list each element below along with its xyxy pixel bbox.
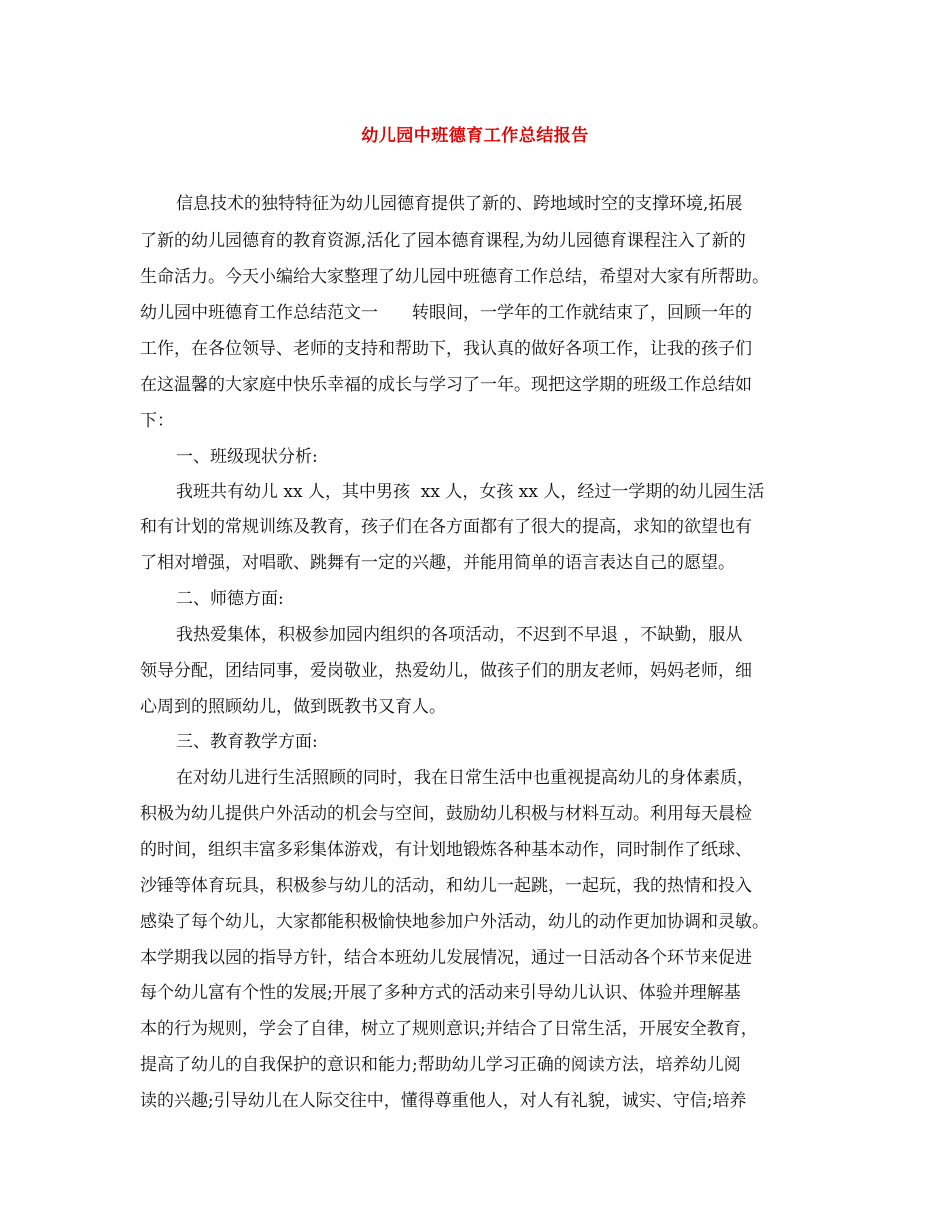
paragraph-line: 幼儿园中班德育工作总结范文一 转眼间，一学年的工作就结束了，回顾一年的 [140,303,752,323]
paragraph-line: 提高了幼儿的自我保护的意识和能力;帮助幼儿学习正确的阅读方法，培养幼儿阅 [140,1055,741,1075]
paragraph-line: 本的行为规则，学会了自律，树立了规则意识;并结合了日常生活，开展安全教育， [140,1019,758,1039]
paragraph-line: 积极为幼儿提供户外活动的机会与空间，鼓励幼儿积极与材料互动。利用每天晨检 [140,804,752,824]
paragraph-line: 读的兴趣;引导幼儿在人际交往中，懂得尊重他人，对人有礼貌，诚实、守信;培养 [140,1091,747,1111]
paragraph-line: 感染了每个幼儿，大家都能积极愉快地参加户外活动，幼儿的动作更加协调和灵敏。 [140,912,769,932]
document-title: 幼儿园中班德育工作总结报告 [361,126,589,146]
paragraph-line: 生命活力。今天小编给大家整理了幼儿园中班德育工作总结，希望对大家有所帮助。 [140,267,769,287]
paragraph-line: 我班共有幼儿 xx 人，其中男孩 xx 人，女孩 xx 人，经过一学期的幼儿园生活 [176,482,765,502]
paragraph-line: 我热爱集体，积极参加园内组织的各项活动，不迟到不早退 ，不缺勤，服从 [176,625,743,645]
paragraph-line: 的时间，组织丰富多彩集体游戏，有计划地锻炼各种基本动作，同时制作了纸球、 [140,840,752,860]
section-heading: 三、教育教学方面: [176,732,318,752]
paragraph-line: 本学期我以园的指导方针，结合本班幼儿发展情况，通过一日活动各个环节来促进 [140,948,752,968]
section-heading: 一、班级现状分析: [176,447,318,467]
paragraph-line: 在这温馨的大家庭中快乐幸福的成长与学习了一年。现把这学期的班级工作总结如 [140,375,752,395]
paragraph-line: 工作，在各位领导、老师的支持和帮助下，我认真的做好各项工作，让我的孩子们 [140,339,752,359]
section-heading: 二、师德方面: [176,589,284,609]
paragraph-line: 在对幼儿进行生活照顾的同时，我在日常生活中也重视提高幼儿的身体素质， [176,768,754,788]
paragraph-line: 下： [140,411,174,431]
paragraph-line: 了新的幼儿园德育的教育资源,活化了园本德育课程,为幼儿园德育课程注入了新的 [140,231,746,251]
paragraph-line: 沙锤等体育玩具，积极参与幼儿的活动，和幼儿一起跳，一起玩，我的热情和投入 [140,876,752,896]
paragraph-line: 了相对增强，对唱歌、跳舞有一定的兴趣，并能用简单的语言表达自己的愿望。 [140,553,735,573]
paragraph-line: 心周到的照顾幼儿，做到既教书又育人。 [140,697,446,717]
paragraph-line: 信息技术的独特特征为幼儿园德育提供了新的、跨地域时空的支撑环境,拓展 [176,194,743,214]
paragraph-line: 领导分配，团结同事，爱岗敬业，热爱幼儿，做孩子们的朋友老师，妈妈老师，细 [140,661,752,681]
paragraph-line: 和有计划的常规训练及教育，孩子们在各方面都有了很大的提高，求知的欲望也有 [140,517,752,537]
paragraph-line: 每个幼儿富有个性的发展;开展了多种方式的活动来引导幼儿认识、体验并理解基 [140,983,741,1003]
